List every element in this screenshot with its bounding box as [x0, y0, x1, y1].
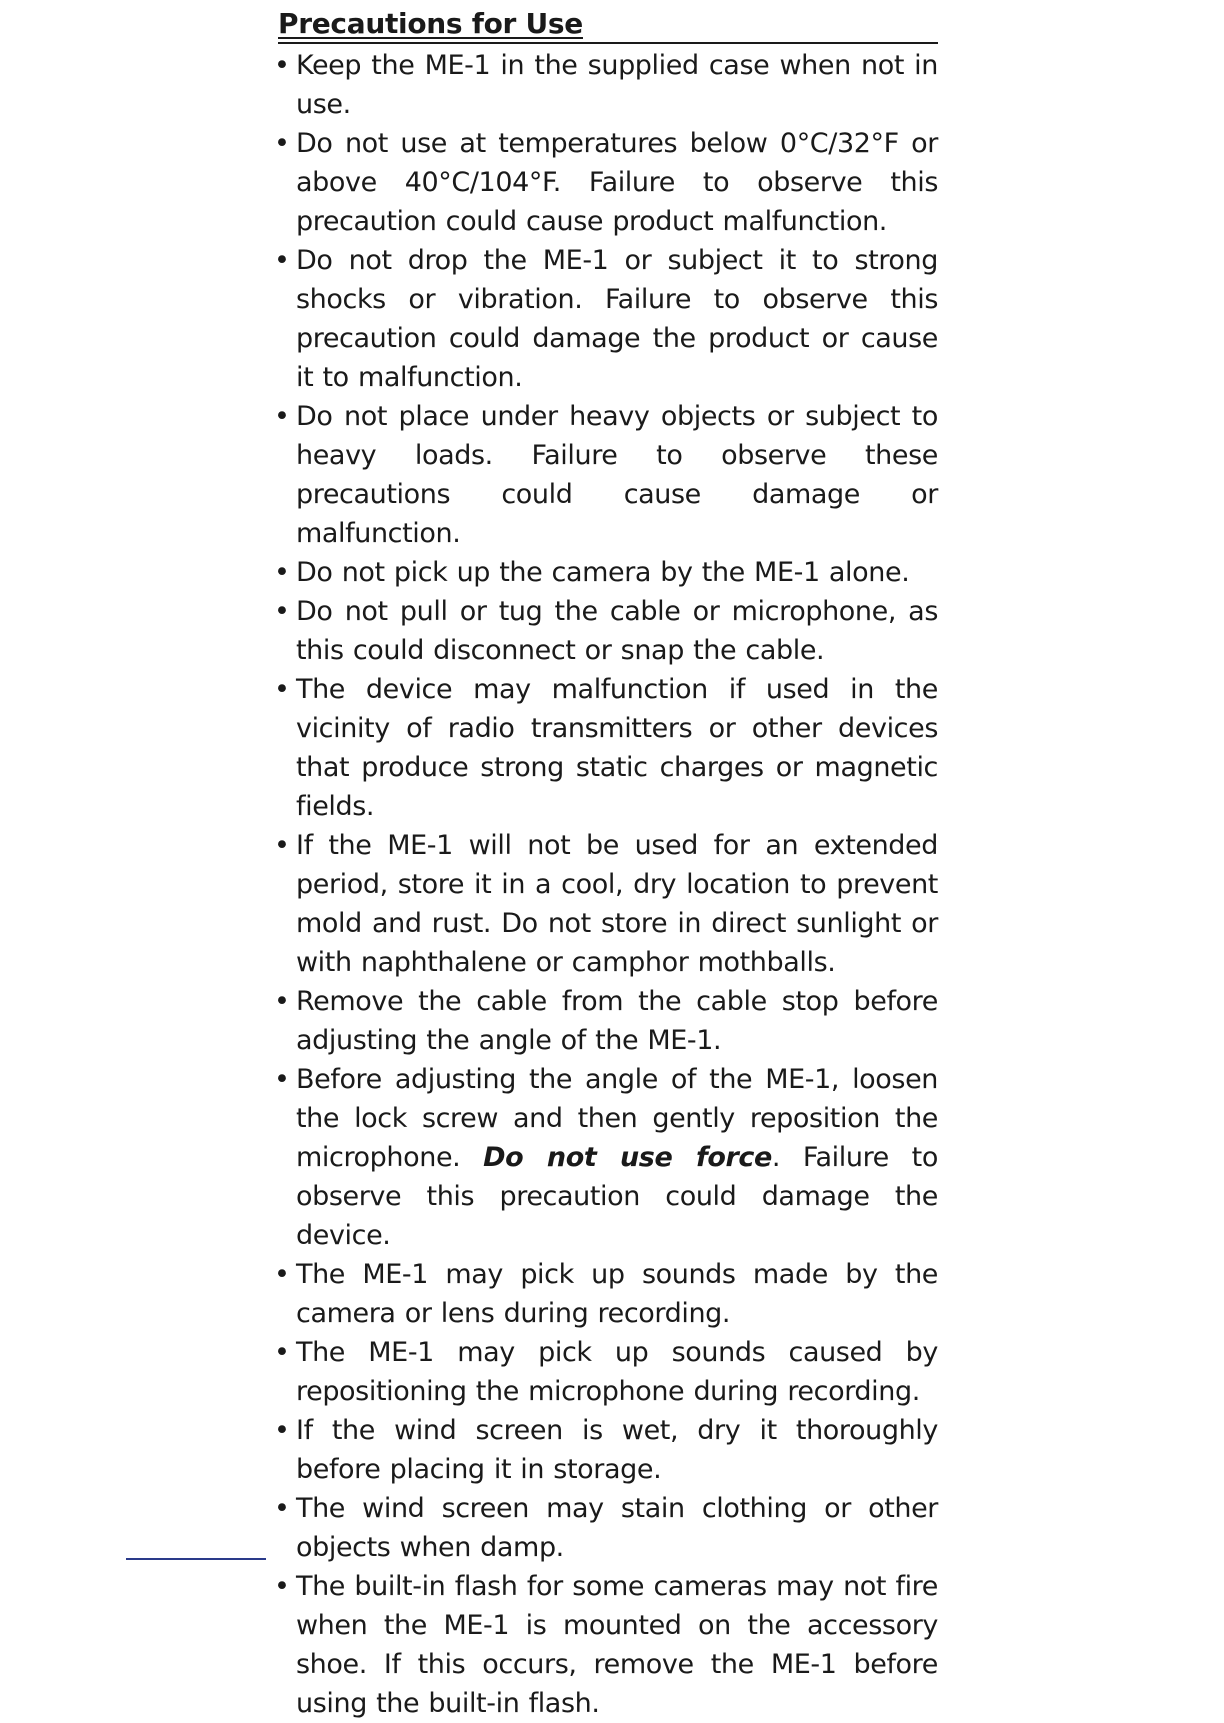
bullet-icon: • [274, 1493, 290, 1524]
list-item [274, 124, 938, 241]
section-heading [278, 6, 938, 44]
bullet-icon: • [274, 986, 290, 1017]
bullet-icon: • [274, 245, 290, 276]
bullet-icon: • [274, 1337, 290, 1368]
list-item-text: Do not use at temperatures below 0°C/32°F or above 40°C/104°F. Failure to observe this precaution could cause product malfunction. [296, 128, 938, 237]
list-item [274, 982, 938, 1060]
bullet-icon: • [274, 128, 290, 159]
bullet-icon: • [274, 596, 290, 627]
list-item [274, 553, 938, 592]
list-item-text: The ME-1 may pick up sounds made by the camera or lens during recording. [296, 1259, 938, 1329]
bullet-icon: • [274, 401, 290, 432]
list-item-text: Remove the cable from the cable stop before adjusting the angle of the ME-1. [296, 986, 938, 1056]
list-item [274, 397, 938, 553]
list-item [274, 1060, 938, 1255]
list-item [274, 1333, 938, 1411]
list-item-text: The built-in flash for some cameras may not fire when the ME-1 is mounted on the accessory shoe. If this occurs, remove the ME-1 before using the built-in flash. [296, 1571, 938, 1719]
precautions-list [274, 46, 938, 1723]
footer-divider [126, 1558, 266, 1560]
list-item-text: Do not drop the ME-1 or subject it to strong shocks or vibration. Failure to observe this precaution could damage the product or cause it to malfunction. [296, 245, 938, 393]
bullet-icon: • [274, 1064, 290, 1095]
bullet-icon: • [274, 1415, 290, 1446]
list-item-text: If the ME-1 will not be used for an extended period, store it in a cool, dry location to prevent mold and rust. Do not store in direct sunlight or with naphthalene or camphor mothballs. [296, 830, 938, 978]
list-item [274, 670, 938, 826]
bullet-icon: • [274, 1259, 290, 1290]
bullet-icon: • [274, 830, 290, 861]
list-item [274, 1567, 938, 1723]
list-item-text: The ME-1 may pick up sounds caused by repositioning the microphone during recording. [296, 1337, 938, 1407]
list-item [274, 826, 938, 982]
list-item-text: Do not pick up the camera by the ME-1 alone. [296, 557, 910, 588]
list-item-text: The wind screen may stain clothing or other objects when damp. [296, 1493, 938, 1563]
emphasis-text: Do not use force [483, 1142, 772, 1173]
bullet-icon: • [274, 1571, 290, 1602]
list-item-text: . Failure to observe this precaution could damage the device. [296, 1142, 938, 1251]
list-item [274, 241, 938, 397]
list-item-text: The device may malfunction if used in the vicinity of radio transmitters or other devices that produce strong static charges or magnetic fields. [296, 674, 938, 822]
bullet-icon: • [274, 557, 290, 588]
list-item [274, 592, 938, 670]
list-item-text: Before adjusting the angle of the ME-1, loosen the lock screw and then gently reposition the microphone. [296, 1064, 938, 1173]
list-item [274, 1411, 938, 1489]
list-item-text: Keep the ME-1 in the supplied case when not in use. [296, 50, 938, 120]
list-item [274, 1255, 938, 1333]
list-item-text: Do not place under heavy objects or subject to heavy loads. Failure to observe these precautions could cause damage or malfunction. [296, 401, 938, 549]
list-item-text: If the wind screen is wet, dry it thoroughly before placing it in storage. [296, 1415, 938, 1485]
list-item [274, 46, 938, 124]
list-item [274, 1489, 938, 1567]
list-item-text: Do not pull or tug the cable or microphone, as this could disconnect or snap the cable. [296, 596, 938, 666]
page-title: Precautions for Use [278, 7, 583, 40]
bullet-icon: • [274, 50, 290, 81]
bullet-icon: • [274, 674, 290, 705]
